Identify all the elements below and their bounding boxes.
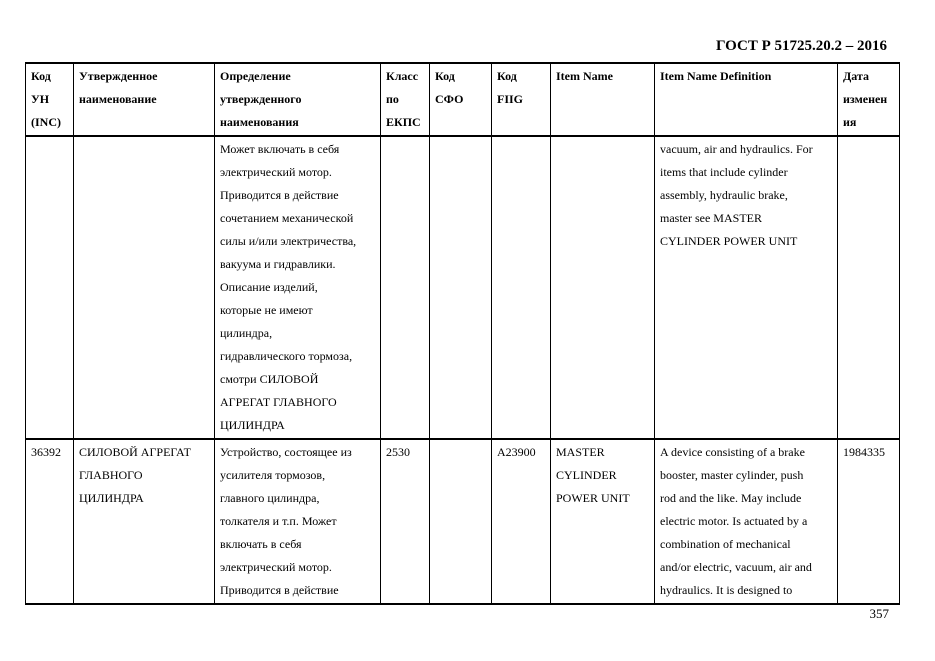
cell-item-name	[551, 136, 655, 439]
header-ekps-class: Класс по ЕКПС	[381, 63, 430, 136]
cell-sfo-code	[430, 439, 492, 604]
cell-change-date: 1984335	[838, 439, 900, 604]
cell-item-name-definition: A device consisting of a brake booster, master cylinder, push rod and the like. May include electric motor. Is actuated by a combination of mechanical and/or electric, vacuum, air and hydraulics. It is designed to	[655, 439, 838, 604]
cell-fiig-code	[492, 136, 551, 439]
cell-inc-code: 36392	[26, 439, 74, 604]
cell-item-name: MASTER CYLINDER POWER UNIT	[551, 439, 655, 604]
cell-sfo-code	[430, 136, 492, 439]
header-name-definition: Определение утвержденного наименования	[215, 63, 381, 136]
page-number: 357	[869, 606, 889, 621]
header-change-date: Дата изменен ия	[838, 63, 900, 136]
cell-ekps-class: 2530	[381, 439, 430, 604]
header-fiig-code: Код FIIG	[492, 63, 551, 136]
table-row	[26, 439, 900, 604]
header-item-name: Item Name	[551, 63, 655, 136]
document-header-title: ГОСТ Р 51725.20.2 – 2016	[715, 38, 887, 54]
cell-name-definition: Устройство, состоящее из усилителя тормозов, главного цилиндра, толкателя и т.п. Может включать в себя электрический мотор. Приводится в действие	[215, 439, 381, 604]
item-table	[25, 62, 900, 605]
header-inc-code: Код УН (INC)	[26, 63, 74, 136]
table-row	[26, 136, 900, 439]
cell-approved-name: СИЛОВОЙ АГРЕГАТ ГЛАВНОГО ЦИЛИНДРА	[74, 439, 215, 604]
cell-fiig-code: A23900	[492, 439, 551, 604]
header-item-name-definition: Item Name Definition	[655, 63, 838, 136]
cell-inc-code	[26, 136, 74, 439]
header-approved-name: Утвержденное наименование	[74, 63, 215, 136]
header-sfo-code: Код СФО	[430, 63, 492, 136]
cell-name-definition: Может включать в себя электрический мотор. Приводится в действие сочетанием механической силы и/или электричества, вакуума и гидравлики. Описание изделий, которые не имеют цилиндра, гидравлического тормоза, смотри СИЛОВОЙ АГРЕГАТ ГЛАВНОГО ЦИЛИНДРА	[215, 136, 381, 439]
cell-item-name-definition: vacuum, air and hydraulics. For items that include cylinder assembly, hydraulic brake, master see MASTER CYLINDER POWER UNIT	[655, 136, 838, 439]
cell-ekps-class	[381, 136, 430, 439]
table-header-row	[26, 63, 900, 136]
cell-approved-name	[74, 136, 215, 439]
cell-change-date	[838, 136, 900, 439]
